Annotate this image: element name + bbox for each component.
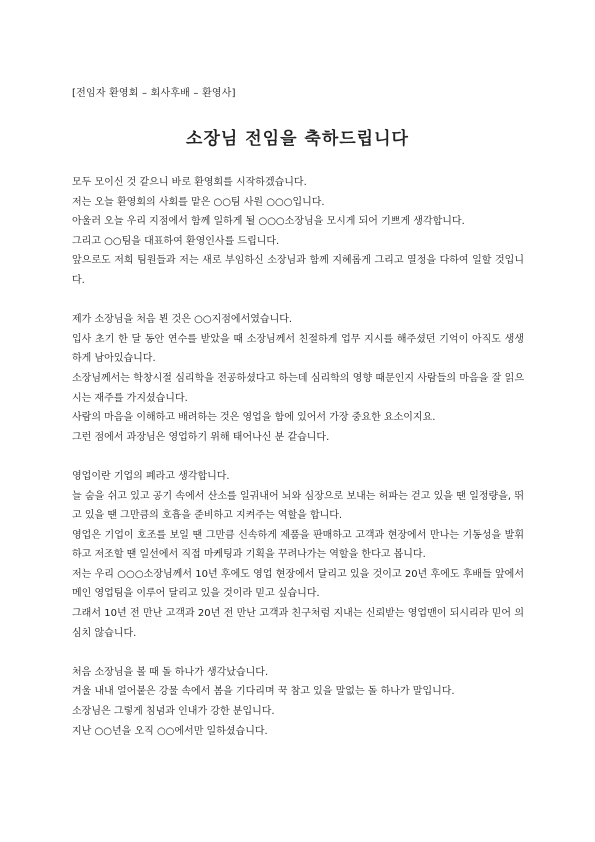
text-line: 겨울 내내 얼어붙은 강물 속에서 봄을 기다리며 꾹 참고 있을 말없는 돌 하나가 말입니다. [72,686,455,698]
text-line: 그래서 10년 전 만난 고객과 20년 전 만난 고객과 친구처럼 지내는 신뢰받는 영업맨이 되시리라 믿어 의심치 않습니다. [72,608,524,639]
text-line: 저는 우리 ○○○소장님께서 10년 후에도 영업 현장에서 달리고 있을 것이고 20년 후에도 후배들 앞에서 메인 영업팀을 이루어 달리고 있을 것이라 믿고 싶습니다. [72,568,524,600]
text-line: 처음 소장님을 볼 때 돌 하나가 생각났습니다. [72,666,269,678]
text-line: 지난 ○○년을 오직 ○○에서만 일하셨습니다. [72,725,268,737]
text-line: 사람의 마음을 이해하고 배려하는 것은 영업을 함에 있어서 가장 중요한 요소이지요. [72,412,436,424]
paragraph-stone-metaphor [72,663,524,741]
text-line: 입사 초기 한 달 동안 연수를 받았을 때 소장님께서 친절하게 업무 지시를 해주셨던 기억이 아직도 생생하게 남아있습니다. [72,333,524,365]
text-line: 그리고 ○○팀을 대표하여 환영인사를 드립니다. [72,235,280,247]
paragraph-first-meeting [72,310,524,447]
speech-body [72,173,524,741]
paragraph-sales-role [72,467,524,643]
paragraph-greeting [72,173,524,291]
text-line: 소장님은 그렇게 침념과 인내가 강한 분입니다. [72,706,275,718]
text-line: 소장님께서는 학창시절 심리학을 전공하셨다고 하는데 심리학의 영향 때문인지 사람들의 마음을 잘 읽으시는 재주를 가지셨습니다. [72,372,524,404]
text-line: 앞으로도 저희 팀원들과 저는 새로 부임하신 소장님과 함께 지혜롭게 그리고 열정을 다하여 일할 것입니다. [72,255,524,286]
text-line: 아울러 오늘 우리 지점에서 함께 일하게 될 ○○○소장님을 모시게 되어 기쁘게 생각합니다. [72,216,465,228]
page-title: 소장님 전임을 축하드립니다 [186,129,409,149]
text-line: 저는 오늘 환영회의 사회를 맡은 ○○팀 사원 ○○○입니다. [72,196,325,208]
text-line: 영업이란 기업의 폐라고 생각합니다. [72,470,230,482]
document-category-tag: [전임자 환영회 – 회사후배 – 환영사] [72,88,236,99]
text-line: 모두 모이신 것 같으니 바로 환영회를 시작하겠습니다. [72,177,307,188]
text-line: 제가 소장님을 처음 뵌 것은 ○○지점에서였습니다. [72,314,293,326]
text-line: 그런 점에서 과장님은 영업하기 위해 태어나신 분 같습니다. [72,431,330,443]
text-line: 늘 숨을 쉬고 있고 공기 속에서 산소를 일궈내어 뇌와 심장으로 보내는 허파는 걷고 있을 땐 일정량을, 뛰고 있을 땐 그만큼의 호흡을 준비하고 지켜주는 역할을 합니다. [72,490,524,522]
text-line: 영업은 기업이 호조를 보일 땐 그만큼 신속하게 제품을 판매하고 고객과 현장에서 만나는 기동성을 발휘하고 저조할 땐 일선에서 직접 마케팅과 기획을 꾸려나가는 역할을 한다고 봅니다. [72,529,524,561]
